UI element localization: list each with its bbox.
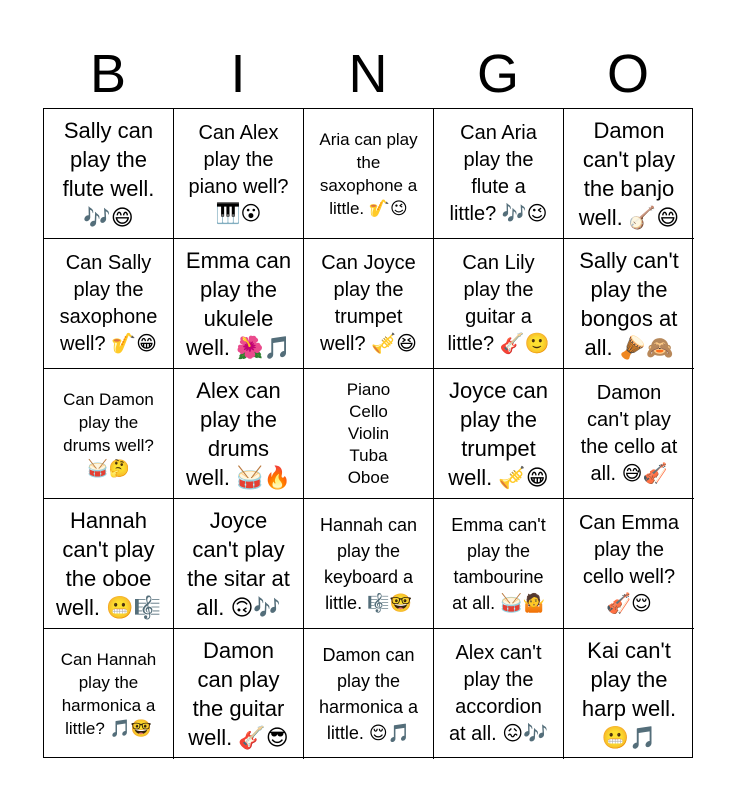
cell-text: Can Sally play the saxophone well? 🎷😁: [59, 251, 158, 355]
cell-text: Damon can't play the banjo well. 🪕😄: [578, 117, 680, 230]
header-letter-g: G: [476, 44, 519, 104]
cell-text: Sally can play the flute well. 🎶😄: [62, 117, 155, 230]
cell-text: Joyce can't play the sitar at all. 🙃🎶: [187, 507, 290, 620]
header-letter-o: O: [606, 44, 649, 104]
bingo-cell[interactable]: [304, 629, 434, 759]
bingo-cell[interactable]: [44, 629, 174, 759]
bingo-cell[interactable]: [304, 499, 434, 629]
bingo-cell[interactable]: [174, 109, 304, 239]
bingo-cell[interactable]: [564, 629, 694, 759]
bingo-cell[interactable]: [44, 239, 174, 369]
cell-text: Can Lily play the guitar a little? 🎸🙂: [447, 251, 550, 355]
cell-text: Damon can play the harmonica a little. 😌🎵: [318, 645, 419, 743]
bingo-cell[interactable]: [434, 629, 564, 759]
bingo-header: [43, 40, 693, 108]
cell-text: Can Emma play the cello well? 🎻😌: [578, 511, 680, 615]
cell-text: Alex can play the drums well. 🥁🔥: [186, 377, 291, 490]
cell-text: Aria can play the saxophone a little. 🎷😉: [319, 129, 418, 218]
bingo-cell[interactable]: [434, 109, 564, 239]
cell-text: Can Alex play the piano well? 🎹😮: [188, 121, 289, 225]
cell-text: Can Joyce play the trumpet well? 🎺😆: [320, 251, 417, 355]
bingo-cell[interactable]: [304, 239, 434, 369]
cell-text: Joyce can play the trumpet well. 🎺😁: [448, 377, 549, 490]
cell-text: Sally can't play the bongos at all. 🪘🙈: [579, 247, 679, 360]
bingo-cell[interactable]: [174, 499, 304, 629]
cell-text: Emma can play the ukulele well. 🌺🎵: [185, 247, 292, 360]
bingo-cell[interactable]: [174, 239, 304, 369]
cell-text: Damon can't play the cello at all. 😅🎻: [580, 381, 678, 485]
bingo-cell[interactable]: [564, 239, 694, 369]
bingo-cell[interactable]: [564, 369, 694, 499]
bingo-cell[interactable]: [564, 109, 694, 239]
cell-text: Damon can play the guitar well. 🎸😎: [188, 638, 289, 750]
cell-text: Kai can't play the harp well. 😬🎵: [581, 638, 677, 750]
bingo-cell[interactable]: [304, 109, 434, 239]
bingo-cell[interactable]: [44, 499, 174, 629]
cell-text: Emma can't play the tambourine at all. 🥁🤷: [451, 514, 546, 613]
header-letter-b: B: [89, 44, 127, 104]
bingo-cell[interactable]: [434, 369, 564, 499]
bingo-cell[interactable]: [174, 629, 304, 759]
cell-text: Can Hannah play the harmonica a little? 🎵🤓: [60, 650, 157, 738]
bingo-board: [43, 108, 693, 758]
bingo-cell[interactable]: [174, 369, 304, 499]
bingo-cell[interactable]: [434, 239, 564, 369]
free-space-cell[interactable]: [304, 369, 434, 499]
cell-text: Can Damon play the drums well? 🥁🤔: [63, 389, 154, 478]
bingo-cell[interactable]: [44, 369, 174, 499]
cell-text: Hannah can play the keyboard a little. 🎼🤓: [319, 514, 418, 613]
bingo-cell[interactable]: [564, 499, 694, 629]
bingo-cell[interactable]: [434, 499, 564, 629]
header-letter-n: N: [348, 44, 388, 104]
bingo-cell[interactable]: [44, 109, 174, 239]
free-space-instruments: Piano Cello Violin Tuba Oboe: [346, 379, 391, 487]
header-letter-i: I: [230, 44, 246, 104]
cell-text: Can Aria play the flute a little? 🎶😉: [449, 121, 548, 225]
cell-text: Alex can't play the accordion at all. 😖🎶: [448, 642, 549, 745]
cell-text: Hannah can't play the oboe well. 😬🎼: [56, 507, 161, 620]
